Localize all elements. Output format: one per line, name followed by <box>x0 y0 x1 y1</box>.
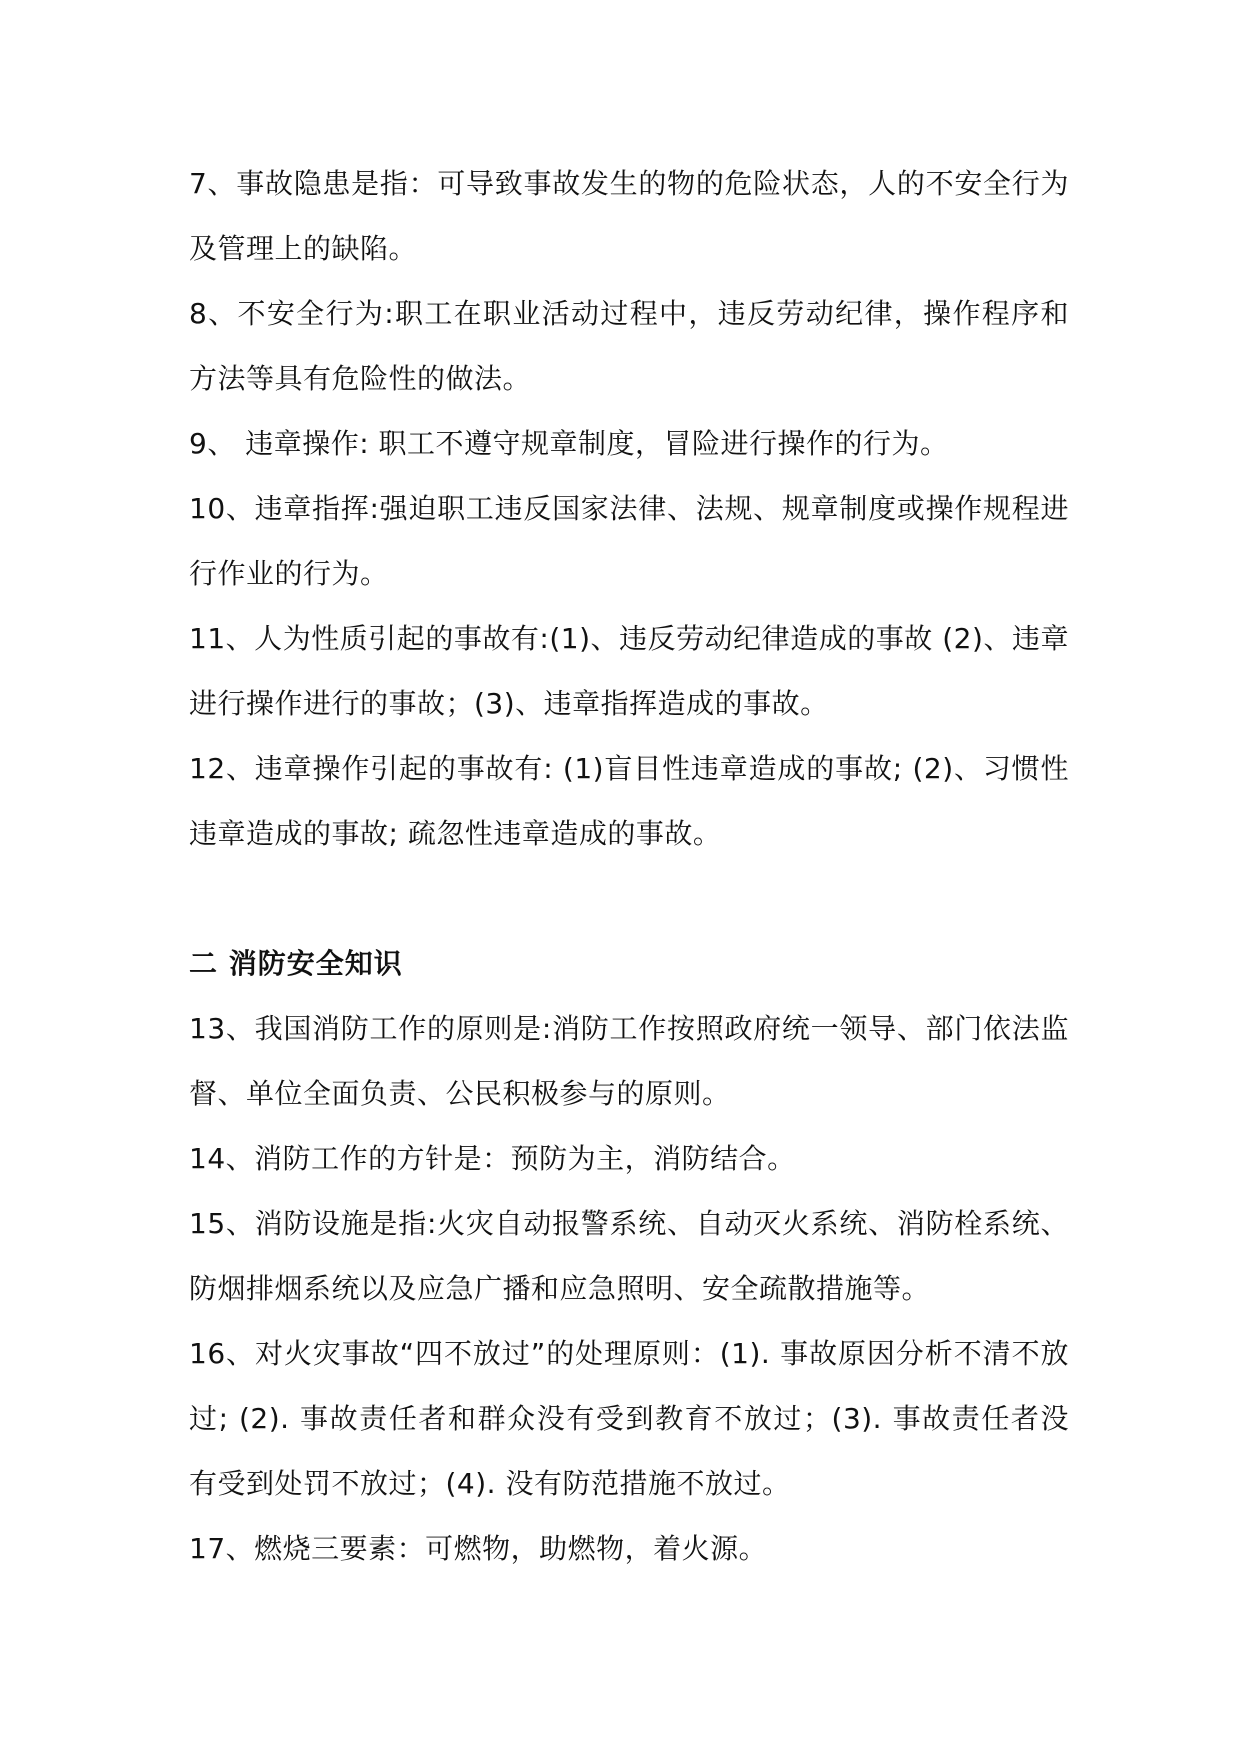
item-10: 10、违章指挥:强迫职工违反国家法律、法规、规章制度或操作规程进行作业的行为。 <box>189 492 1069 590</box>
item-12: 12、违章操作引起的事故有: (1)盲目性违章造成的事故; (2)、习惯性违章造成的事故; 疏忽性违章造成的事故。 <box>189 752 1069 850</box>
item-13: 13、我国消防工作的原则是:消防工作按照政府统一领导、部门依法监督、单位全面负责、公民积极参与的原则。 <box>189 1012 1069 1110</box>
item-15: 15、消防设施是指:火灾自动报警系统、自动灭火系统、消防栓系统、防烟排烟系统以及应急广播和应急照明、安全疏散措施等。 <box>189 1207 1069 1305</box>
item-14: 14、消防工作的方针是：预防为主，消防结合。 <box>189 1142 796 1175</box>
section-spacer <box>189 866 1069 931</box>
item-9: 9、 违章操作: 职工不遵守规章制度，冒险进行操作的行为。 <box>189 427 949 460</box>
document-page <box>189 151 1069 1581</box>
item-17: 17、燃烧三要素：可燃物，助燃物，着火源。 <box>189 1532 768 1565</box>
item-16: 16、对火灾事故“四不放过”的处理原则：(1). 事故原因分析不清不放过; (2). 事故责任者和群众没有受到教育不放过；(3). 事故责任者没有受到处罚不放过；(4). 没有防范措施不放过。 <box>189 1337 1069 1500</box>
section-heading: 二 消防安全知识 <box>189 947 403 980</box>
item-11: 11、人为性质引起的事故有:(1)、违反劳动纪律造成的事故 (2)、违章进行操作进行的事故；(3)、违章指挥造成的事故。 <box>189 622 1069 720</box>
item-8: 8、不安全行为:职工在职业活动过程中，违反劳动纪律，操作程序和方法等具有危险性的做法。 <box>189 297 1069 395</box>
item-7: 7、事故隐患是指：可导致事故发生的物的危险状态，人的不安全行为及管理上的缺陷。 <box>189 167 1069 265</box>
